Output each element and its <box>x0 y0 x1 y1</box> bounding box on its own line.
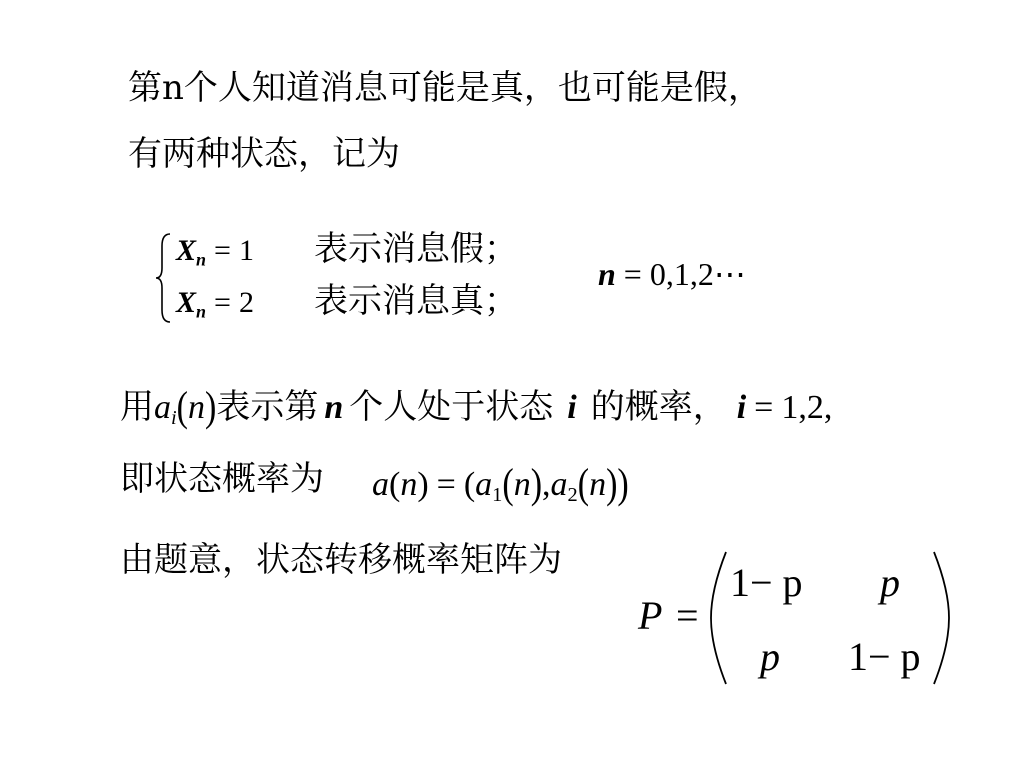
matrix-label: 由题意，状态转移概率矩阵为 <box>120 540 562 580</box>
case-1 <box>176 234 254 270</box>
f-close: )) <box>606 461 629 508</box>
case-2-desc: 表示消息真； <box>314 281 518 321</box>
case-2 <box>176 286 254 322</box>
matrix-cell-1-2: p <box>880 560 900 605</box>
matrix-cell-1-1: 1− p <box>730 560 803 605</box>
line3-a: a <box>154 389 171 426</box>
matrix-eq: = <box>676 593 699 638</box>
f-rparen: ) <box>417 466 429 503</box>
line3-a-sub: i <box>171 407 177 430</box>
case-1-sub: n <box>196 249 207 270</box>
probability-line <box>120 384 833 431</box>
intro-line-1: 第n个人知道消息可能是真，也可能是假， <box>128 68 762 108</box>
f-open: ( <box>463 466 476 503</box>
matrix-left-paren <box>708 550 730 686</box>
f-n2: n <box>589 466 607 503</box>
n-range <box>598 258 746 290</box>
state-probability-label: 即状态概率为 <box>120 459 324 499</box>
n-range-vals: 0,1,2⋯ <box>649 256 746 292</box>
case-1-var: X <box>176 234 197 267</box>
line3-n-bold: n <box>324 389 344 426</box>
n-range-eq: = <box>623 256 642 292</box>
line3-n: n <box>188 389 205 426</box>
state-probability-formula: $a(n) = (a_1(n),a_2(n))$ <box>372 461 629 508</box>
f-a2: a <box>550 466 568 503</box>
f-n: n <box>400 466 418 503</box>
f-n1: n <box>513 466 531 503</box>
line3-text3: 的概率， <box>590 387 727 427</box>
n-range-var: n <box>598 256 616 292</box>
f-sub1: 1 <box>492 484 503 507</box>
intro-line-2: 有两种状态，记为 <box>128 134 400 174</box>
f-comma: , <box>542 466 551 503</box>
matrix-cell-2-2: 1− p <box>848 634 921 679</box>
line3-prefix: 用 <box>120 387 154 427</box>
line3-lparen: ( <box>176 384 188 431</box>
f-sub2: 2 <box>567 484 578 507</box>
case-2-var: X <box>176 286 197 319</box>
case-2-val: 2 <box>238 286 254 319</box>
line3-rparen: ) <box>205 384 217 431</box>
line3-text2: 个人处于状态 <box>349 387 554 427</box>
line3-text1: 表示第 <box>216 387 319 427</box>
case-2-eq: = <box>214 286 231 319</box>
case-1-val: 1 <box>238 234 254 267</box>
line3-i-bold: i <box>567 389 577 426</box>
line3-eq: = <box>754 389 774 426</box>
case-1-eq: = <box>214 234 231 267</box>
f-a1: a <box>475 466 493 503</box>
case-2-sub: n <box>196 301 207 322</box>
line3-vals: 1,2, <box>781 389 833 426</box>
case-1-desc: 表示消息假； <box>314 229 518 269</box>
f-eq: = <box>436 466 456 503</box>
matrix-right-paren <box>930 550 952 686</box>
line3-i-var: i <box>736 389 747 426</box>
matrix-cell-2-1: p <box>760 634 780 679</box>
matrix-lhs: P <box>638 593 663 638</box>
left-brace <box>154 232 174 324</box>
f-a: a <box>372 466 389 503</box>
f-lparen: ( <box>389 466 401 503</box>
